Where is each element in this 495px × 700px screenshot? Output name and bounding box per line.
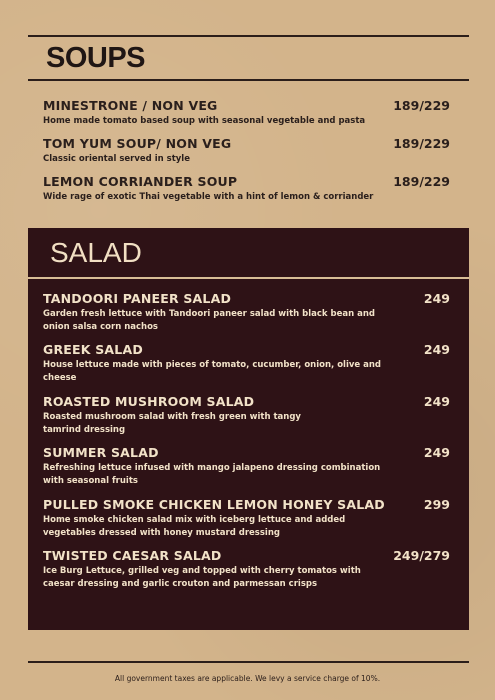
item-price: 189/229 (393, 98, 450, 113)
item-name: GREEK SALAD (43, 342, 143, 357)
item-description-line-2: with seasonal fruits (43, 476, 138, 486)
menu-item (43, 548, 453, 591)
menu-item (43, 136, 453, 166)
menu-item (43, 174, 453, 204)
item-name: TOM YUM SOUP/ NON VEG (43, 136, 232, 151)
menu-item (43, 394, 453, 437)
item-name: TWISTED CAESAR SALAD (43, 548, 222, 563)
item-name: PULLED SMOKE CHICKEN LEMON HONEY SALAD (43, 497, 385, 512)
soups-heading: SOUPS (46, 42, 146, 74)
item-description: Classic oriental served in style (43, 154, 190, 164)
salad-panel (28, 228, 469, 630)
item-name: ROASTED MUSHROOM SALAD (43, 394, 255, 409)
soups-bottom-rule (28, 79, 469, 81)
item-description-line-2: caesar dressing and garlic crouton and parmessan crisps (43, 579, 318, 589)
item-price: 249/279 (393, 548, 450, 563)
item-description: Wide rage of exotic Thai vegetable with a hint of lemon & corriander (43, 192, 374, 202)
item-description-line-2: cheese (43, 373, 77, 383)
item-description-line-1: Home smoke chicken salad mix with iceberg lettuce and added (43, 515, 346, 525)
menu-item (43, 497, 453, 540)
item-price: 249 (423, 445, 450, 460)
item-description-line-2: onion salsa corn nachos (43, 322, 158, 332)
item-name: LEMON CORRIANDER SOUP (43, 174, 238, 189)
item-description-line-2: vegetables dressed with honey mustard dressing (43, 528, 280, 538)
menu-item (43, 342, 453, 385)
item-price: 299 (423, 497, 450, 512)
item-description-line-1: Refreshing lettuce infused with mango jalapeno dressing combination (43, 463, 381, 473)
footer-note: All government taxes are applicable. We levy a service charge of 10%. (114, 674, 381, 683)
item-description-line-1: House lettuce made with pieces of tomato, cucumber, onion, olive and (43, 360, 382, 370)
item-name: MINESTRONE / NON VEG (43, 98, 218, 113)
item-description-line-1: Garden fresh lettuce with Tandoori paneer salad with black bean and (43, 309, 375, 319)
menu-item (43, 98, 453, 128)
item-name: SUMMER SALAD (43, 445, 159, 460)
item-price: 249 (423, 291, 450, 306)
salad-heading-rule (28, 277, 469, 279)
item-price: 249 (423, 394, 450, 409)
menu-item (43, 291, 453, 334)
item-description-line-2: tamrind dressing (43, 425, 126, 435)
menu-item (43, 445, 453, 488)
soups-top-rule (28, 35, 469, 37)
item-description-line-1: Ice Burg Lettuce, grilled veg and topped with cherry tomatos with (43, 566, 361, 576)
item-description: Home made tomato based soup with seasonal vegetable and pasta (43, 116, 366, 126)
item-price: 189/229 (393, 174, 450, 189)
item-price: 189/229 (393, 136, 450, 151)
item-price: 249 (423, 342, 450, 357)
footer-rule (28, 661, 469, 663)
salad-heading: SALAD (50, 237, 142, 268)
item-description-line-1: Roasted mushroom salad with fresh green with tangy (43, 412, 301, 422)
item-name: TANDOORI PANEER SALAD (43, 291, 232, 306)
